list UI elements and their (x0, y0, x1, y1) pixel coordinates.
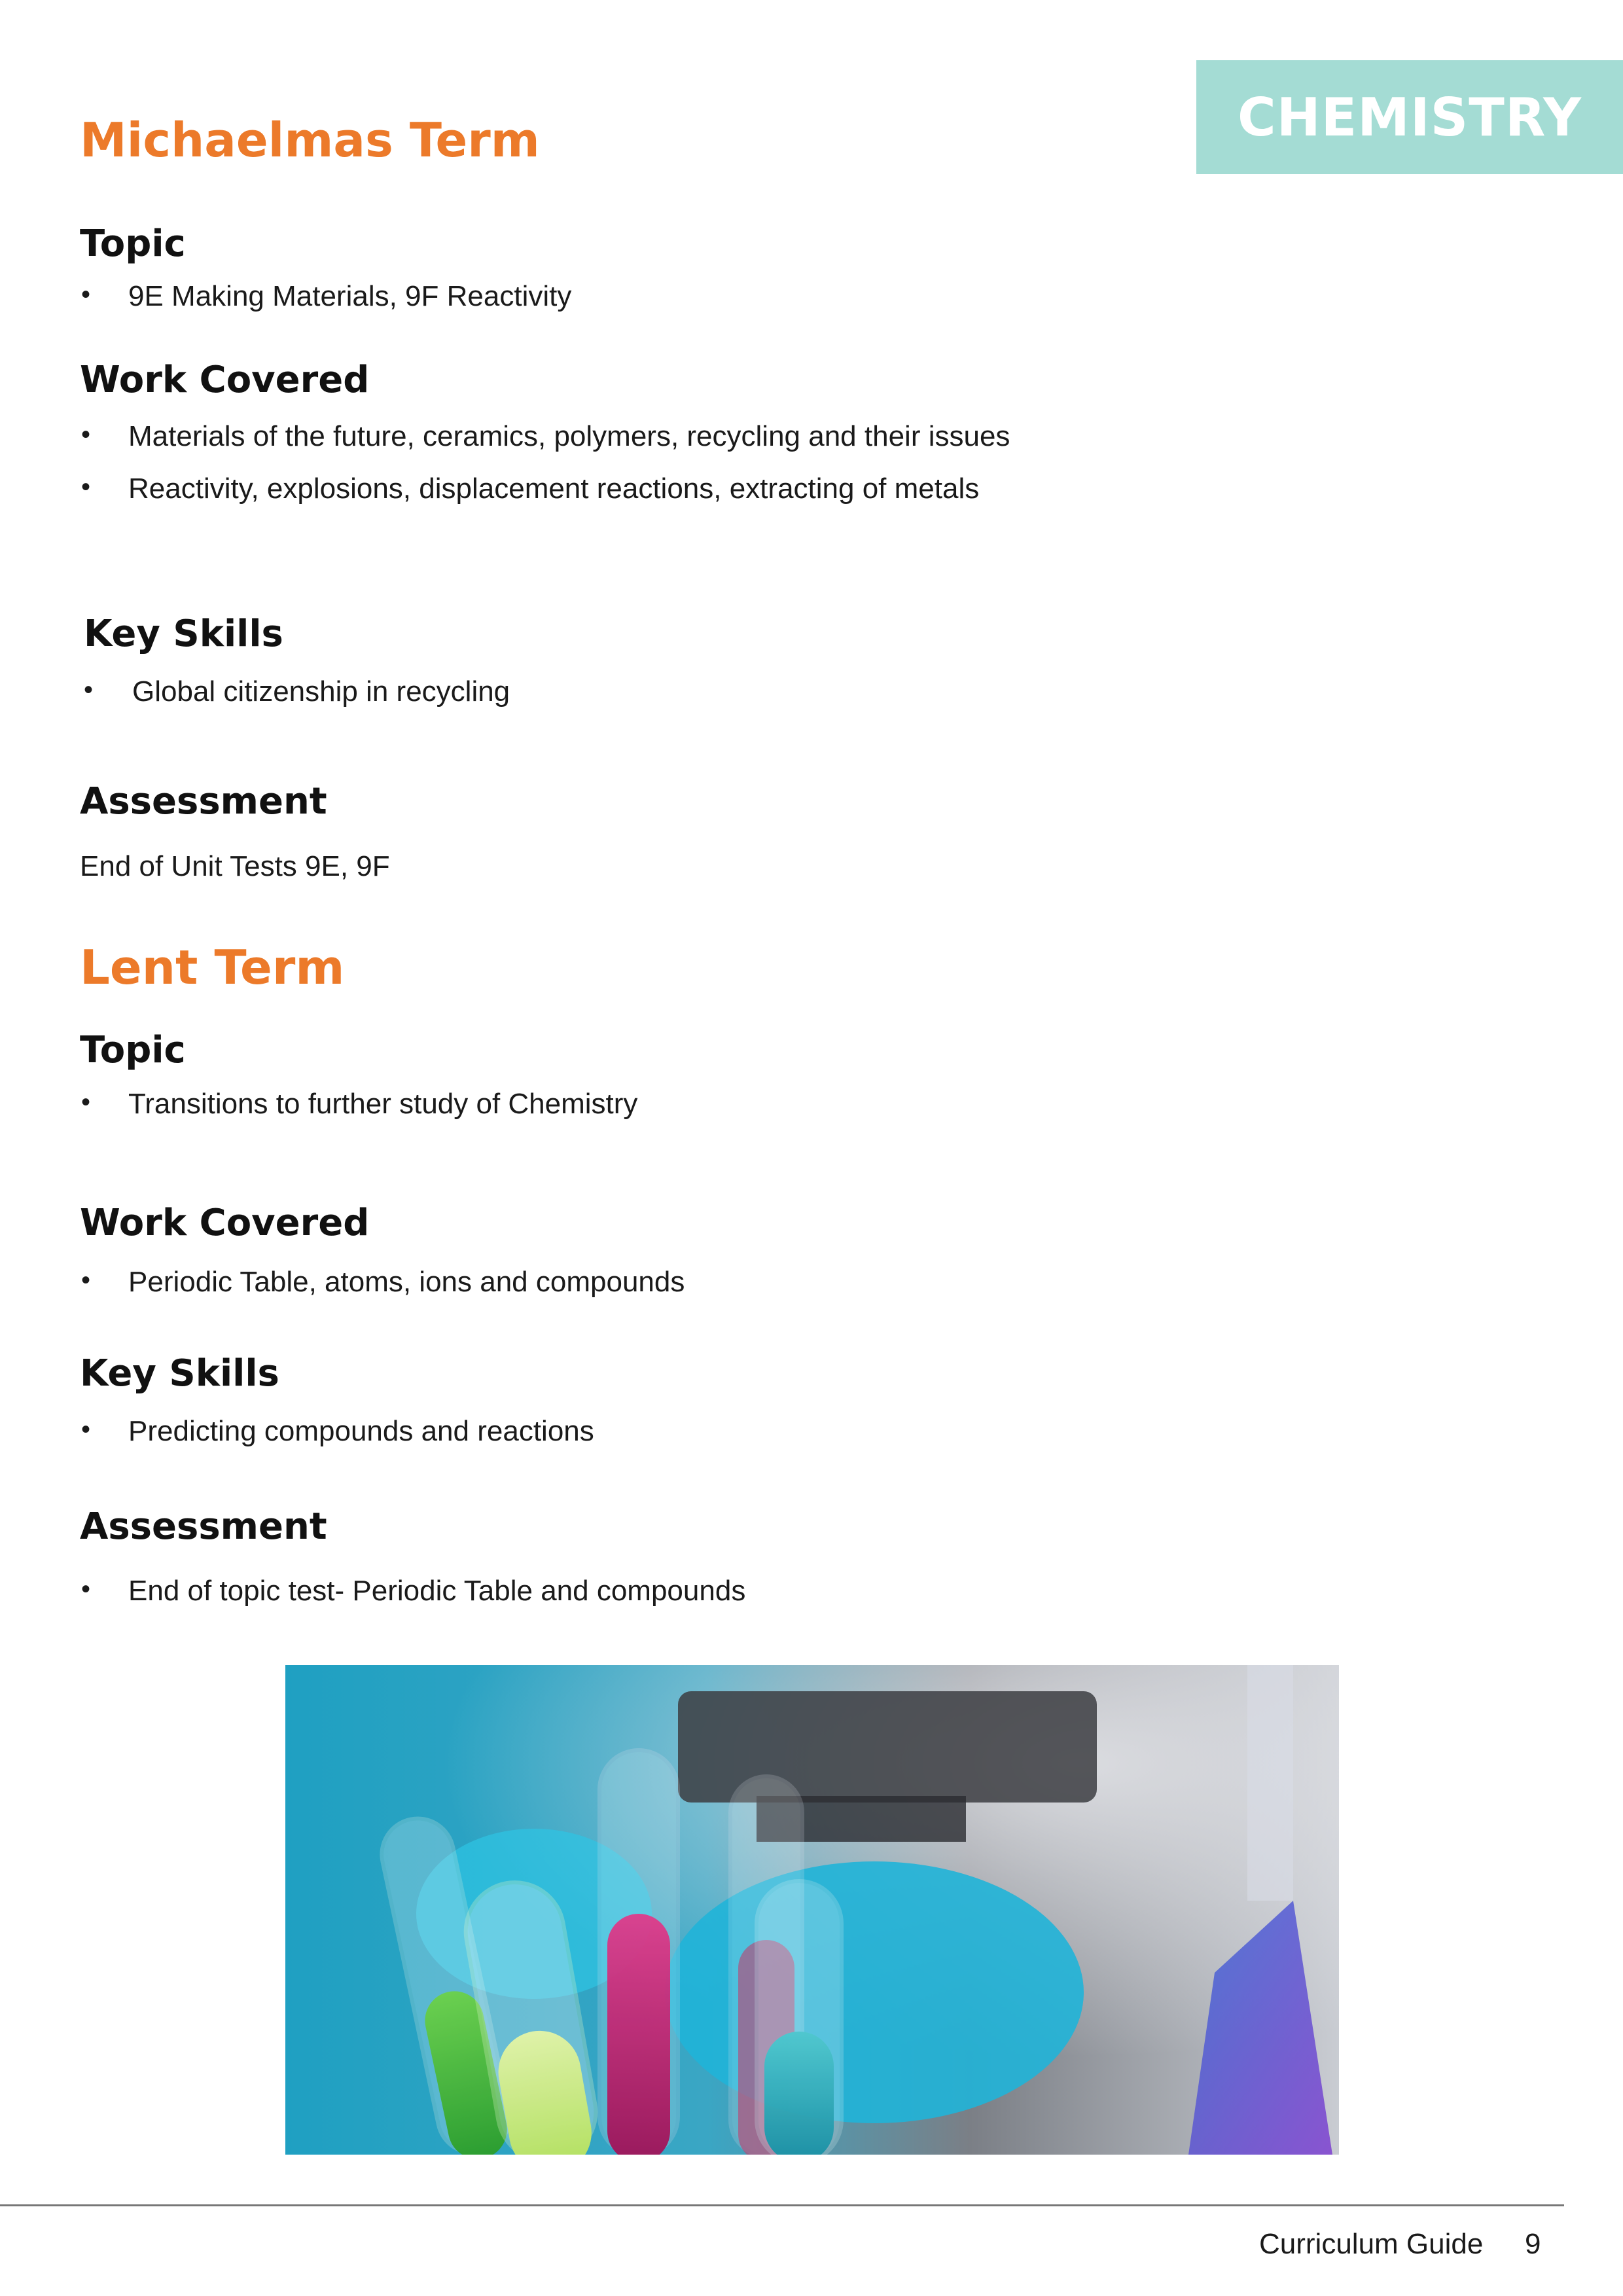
michaelmas-assessment-heading: Assessment (80, 780, 327, 823)
bullet: • (81, 1266, 91, 1295)
lent-term-title: Lent Term (80, 940, 345, 995)
footer-page-number: 9 (1525, 2228, 1541, 2260)
footer-guide-label: Curriculum Guide (1259, 2228, 1484, 2260)
lent-skills-item: Predicting compounds and reactions (128, 1415, 594, 1447)
bullet: • (81, 1088, 91, 1117)
test-tubes-photo (285, 1665, 1339, 2155)
michaelmas-term-title: Michaelmas Term (80, 113, 540, 168)
lent-topic-item: Transitions to further study of Chemistry (128, 1088, 638, 1120)
lent-skills-heading: Key Skills (80, 1352, 279, 1395)
lent-work-heading: Work Covered (80, 1202, 370, 1244)
michaelmas-work-heading: Work Covered (80, 359, 370, 401)
lent-work-item: Periodic Table, atoms, ions and compounds (128, 1266, 685, 1298)
bullet: • (84, 675, 94, 704)
lent-assessment-item: End of topic test- Periodic Table and compounds (128, 1575, 746, 1607)
lent-assessment-heading: Assessment (80, 1505, 327, 1548)
subject-tab: CHEMISTRY (1196, 60, 1623, 174)
michaelmas-topic-heading: Topic (80, 223, 186, 265)
michaelmas-skills-heading: Key Skills (84, 613, 283, 655)
footer-divider (0, 2204, 1564, 2206)
bullet: • (81, 1575, 91, 1604)
lent-topic-heading: Topic (80, 1029, 186, 1071)
michaelmas-work-item-1: Materials of the future, ceramics, polymers, recycling and their issues (128, 420, 1010, 452)
bullet: • (81, 473, 91, 501)
michaelmas-skills-item: Global citizenship in recycling (132, 675, 510, 708)
bullet: • (81, 280, 91, 309)
bullet: • (81, 420, 91, 449)
michaelmas-work-item-2: Reactivity, explosions, displacement reactions, extracting of metals (128, 473, 980, 505)
bullet: • (81, 1415, 91, 1444)
michaelmas-topic-item: 9E Making Materials, 9F Reactivity (128, 280, 572, 312)
michaelmas-assessment-text: End of Unit Tests 9E, 9F (80, 850, 390, 882)
